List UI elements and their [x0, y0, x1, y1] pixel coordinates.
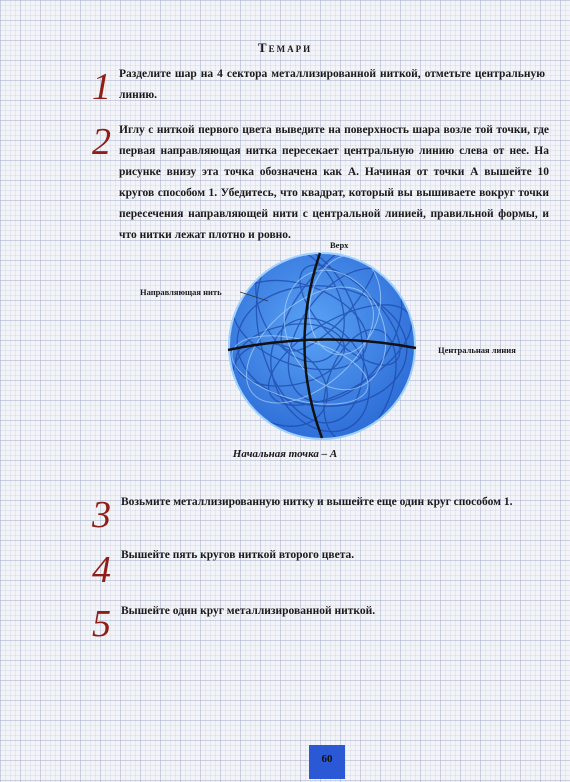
temari-ball-diagram — [0, 235, 570, 475]
step-number-2: 2 — [92, 121, 111, 163]
step-text-4: Вышейте пять кругов ниткой второго цвета. — [121, 549, 355, 561]
step-number-1: 1 — [92, 66, 111, 108]
step-text-5: Вышейте один круг металлизированной ниткой. — [121, 605, 376, 617]
page-number: 60 — [309, 745, 345, 779]
step-text-2: Иглу с ниткой первого цвета выведите на поверхность шара возле той точки, где первая направляющая нитка пересекает центральную линию слева от нее. На рисунке внизу эта точка обозначена как А. Начиная от точки А вышейте 10 кругов способом 1. Убедитесь, что квадрат, который вы вышиваете вокруг точки пересечения направляющей нити с центральной линией, правильной формы, и что нитки лежат плотно и ровно. — [119, 124, 549, 241]
label-central-line: Центральная линия — [438, 345, 516, 355]
step-number-4: 4 — [92, 549, 111, 591]
step-text-3: Возьмите металлизированную нитку и вышейте еще один круг способом 1. — [121, 496, 513, 508]
diagram-caption: Начальная точка – А — [232, 448, 338, 460]
label-guide-thread: Направляющая нить — [140, 287, 222, 297]
ball-illustration — [0, 235, 570, 475]
step-text-1: Разделите шар на 4 сектора металлизированной ниткой, отметьте центральную линию. — [119, 68, 545, 101]
page-title: Темари — [257, 40, 313, 55]
label-top: Верх — [330, 240, 349, 250]
step-number-5: 5 — [92, 603, 111, 645]
step-number-3: 3 — [92, 494, 111, 536]
